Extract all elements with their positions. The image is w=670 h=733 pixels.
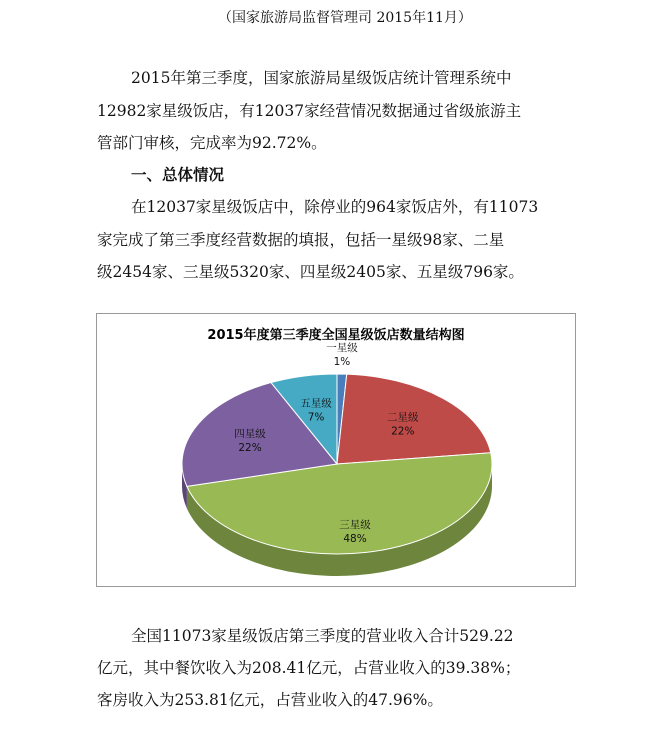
intro-line-2: 12982家星级饭店，有12037家经营情况数据通过省级旅游主 xyxy=(97,102,522,120)
section-heading: 一、总体情况 xyxy=(131,166,225,184)
slice-name-label-2: 三星级 xyxy=(339,518,371,531)
para3-line-3: 客房收入为253.81亿元，占营业收入的47.96%。 xyxy=(97,691,443,709)
document-header: （国家旅游局监督管理司 2015年11月） xyxy=(218,10,472,26)
para2-line-1: 在12037家星级饭店中，除停业的964家饭店外，有11073 xyxy=(131,198,539,216)
slice-percent-label-2: 48% xyxy=(343,532,367,545)
slice-name-label-4: 五星级 xyxy=(300,397,332,410)
para3-line-2: 亿元，其中餐饮收入为208.41亿元，占营业收入的39.38%； xyxy=(97,659,521,677)
slice-percent-label-4: 7% xyxy=(307,411,325,424)
pie-chart xyxy=(96,313,576,587)
pie-chart-svg xyxy=(97,314,575,586)
para2-line-3: 级2454家、三星级5320家、四星级2405家、五星级796家。 xyxy=(97,263,524,281)
slice-percent-label-3: 22% xyxy=(238,442,262,455)
slice-name-label-3: 四星级 xyxy=(234,428,266,441)
slice-percent-label-0: 1% xyxy=(333,356,351,369)
slice-name-label-1: 二星级 xyxy=(387,411,419,424)
para3-line-1: 全国11073家星级饭店第三季度的营业收入合计529.22 xyxy=(131,627,514,645)
slice-percent-label-1: 22% xyxy=(391,425,415,438)
intro-line-3: 管部门审核，完成率为92.72%。 xyxy=(97,134,327,152)
chart-title: 2015年度第三季度全国星级饭店数量结构图 xyxy=(207,328,465,343)
slice-name-label-0: 一星级 xyxy=(326,342,358,355)
para2-line-2: 家完成了第三季度经营数据的填报，包括一星级98家、二星 xyxy=(97,231,505,249)
intro-line-1: 2015年第三季度，国家旅游局星级饭店统计管理系统中 xyxy=(131,69,512,87)
